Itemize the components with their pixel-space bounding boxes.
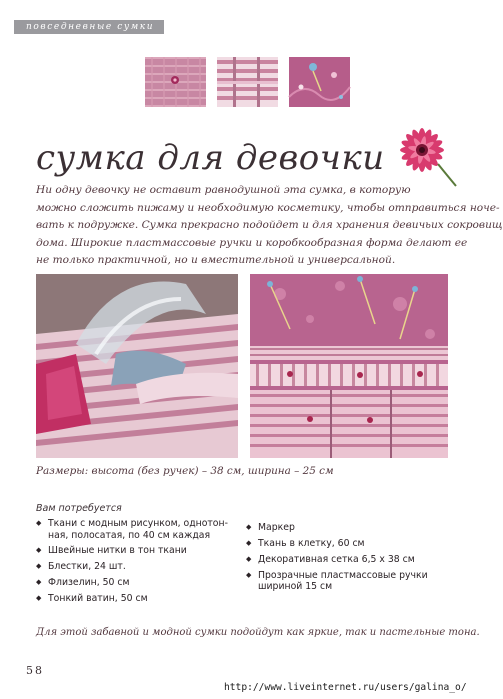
list-item: ◆ Тонкий ватин, 50 см <box>36 593 236 605</box>
watermark-url: http://www.liveinternet.ru/users/galina_o/ <box>224 682 467 693</box>
list-item: ◆ Швейные нитки в тон ткани <box>36 545 236 557</box>
list-item: ◆ Блестки, 24 шт. <box>36 561 236 573</box>
materials-heading: Вам потребуется <box>36 503 122 514</box>
intro-line: не только практичной, но и вместительной и универсальной. <box>36 254 396 266</box>
photo-bag-handle <box>36 274 238 458</box>
list-item: ◆ Ткань в клетку, 60 см <box>246 538 446 550</box>
gerbera-flower-icon <box>394 120 458 190</box>
intro-line: можно сложить пижаму и необходимую косметику, чтобы отправиться ноче- <box>36 201 500 214</box>
list-item: ◆ Ткани с модным рисунком, однотон- ная, полосатая, по 40 см каждая <box>36 518 236 541</box>
list-item: ◆ Прозрачные пластмассовые ручки шириной 15 см <box>246 570 446 593</box>
footer-note: Для этой забавной и модной сумки подойдут как яркие, так и пастельные тона. <box>36 627 480 638</box>
list-item: ◆ Декоративная сетка 6,5 х 38 см <box>246 554 446 566</box>
section-header: повседневные сумки <box>14 20 164 34</box>
photo-patchwork <box>250 274 448 458</box>
thumbnail-fabric-stripes <box>217 57 278 107</box>
page-number: 58 <box>26 664 44 677</box>
thumbnail-fabric-sequin <box>145 57 206 107</box>
intro-line: вать к подружке. Сумка прекрасно подойдет и для хранения девичьих сокровищ <box>36 219 503 231</box>
page-title: сумка для девочки <box>36 138 385 178</box>
intro-line: Ни одну девочку не оставит равнодушной эта сумка, в которую <box>36 184 411 196</box>
list-item: ◆ Флизелин, 50 см <box>36 577 236 589</box>
materials-list-left <box>36 518 236 609</box>
list-item: ◆ Маркер <box>246 522 446 534</box>
thumbnail-fabric-print <box>289 57 350 107</box>
dimensions-text: Размеры: высота (без ручек) – 38 см, ширина – 25 см <box>36 465 334 477</box>
materials-list-right <box>246 522 446 597</box>
intro-line: дома. Широкие пластмассовые ручки и коробкообразная форма делают ее <box>36 236 468 249</box>
intro-paragraph <box>36 182 503 270</box>
